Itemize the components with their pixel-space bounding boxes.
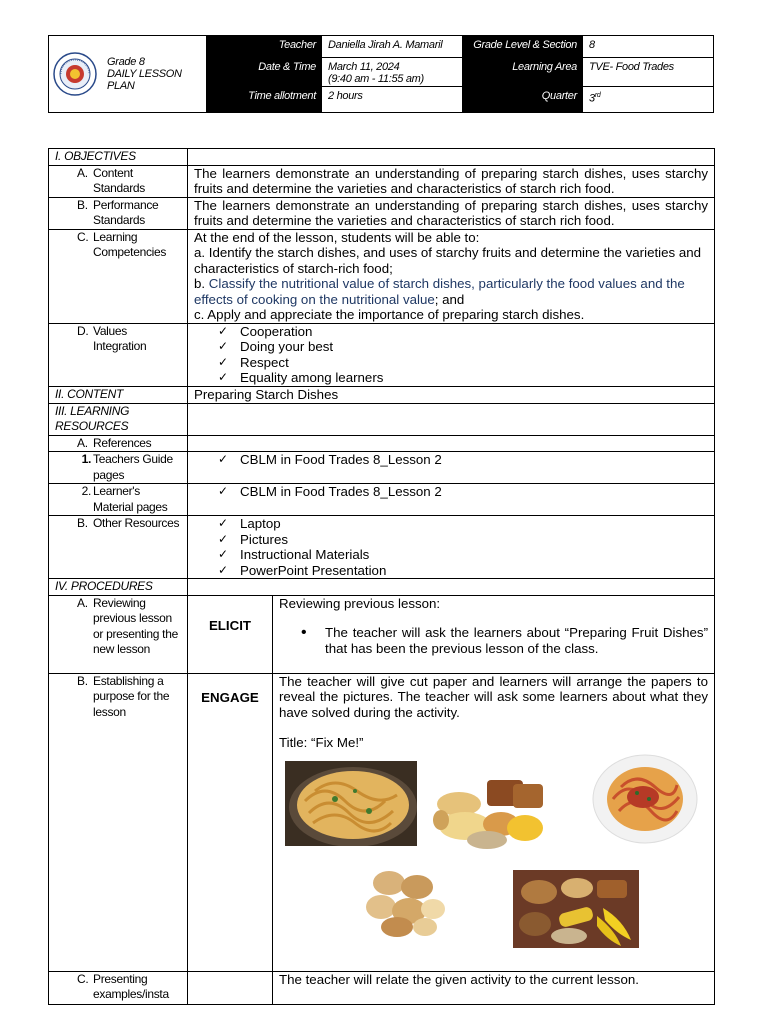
date-value <box>322 58 463 87</box>
title-line-dlp: DAILY LESSON <box>107 68 182 80</box>
value-item: ✓ Respect <box>218 355 708 371</box>
quarter-number: 3 <box>589 92 595 105</box>
area-value: TVE- Food Trades <box>583 58 713 87</box>
item-label: Other Resources <box>93 516 180 530</box>
area-label: Learning Area <box>463 58 583 87</box>
school-title <box>107 56 182 92</box>
values-integration-row <box>49 323 715 386</box>
procedure-a-row <box>49 595 715 673</box>
competency-a: a. Identify the starch dishes, and uses of starchy fruits and determine the varieties and characteristics of starch-rich food; <box>194 245 702 276</box>
quarter-label: Quarter <box>463 87 583 112</box>
value-item: ✓ Equality among learners <box>218 370 708 386</box>
item-label: Content Standards <box>93 165 146 195</box>
resources-heading-text: III. LEARNING RESOURCES <box>55 403 130 433</box>
references-row <box>49 435 715 452</box>
phase-elicit: ELICIT <box>188 595 273 673</box>
resource-item: ✓ Pictures <box>218 532 708 548</box>
competency-b <box>194 276 708 307</box>
content-standards-text: The learners demonstrate an understanding of preparing starch dishes, uses starchy fruits and determine the varieties and characteristics of starch rich food. <box>188 165 715 197</box>
competency-b-suffix: ; and <box>434 291 465 307</box>
date-line: March 11, 2024 <box>328 61 400 73</box>
item-letter: B. <box>77 673 88 688</box>
item-letter: B. <box>77 197 88 212</box>
procedure-a-bullet: • The teacher will ask the learners about “Preparing Fruit Dishes” that has been the previous lesson of the class. <box>301 625 708 656</box>
competency-b-prefix: b. <box>194 276 209 291</box>
procedure-b-label <box>49 673 188 971</box>
content-standards-row <box>49 165 715 197</box>
activity-title: Title: “Fix Me!” <box>279 735 364 750</box>
time-label: Time allotment <box>206 87 322 112</box>
objectives-heading-blank <box>188 149 715 166</box>
item-letter: A. <box>77 435 88 450</box>
content-text: Preparing Starch Dishes <box>188 386 715 403</box>
procedure-c-label <box>49 971 188 1004</box>
competencies-intro: At the end of the lesson, students will be able to: <box>194 229 480 245</box>
item-letter: C. <box>77 971 89 986</box>
learners-material-value <box>188 484 715 516</box>
procedure-a-text <box>273 595 715 673</box>
item-number: 1. <box>81 452 91 466</box>
learning-competencies-label <box>49 229 188 323</box>
item-label: Values Integration <box>93 323 147 353</box>
quarter-suffix: rd <box>594 92 601 99</box>
procedure-c-phase-blank <box>188 971 273 1004</box>
procedures-heading-row <box>49 579 715 596</box>
resources-heading-row <box>49 403 715 435</box>
content-row <box>49 386 715 403</box>
learners-material-row <box>49 484 715 516</box>
teachers-guide-row <box>49 452 715 484</box>
value-item: ✓ Cooperation <box>218 324 708 340</box>
resource-item: ✓ Instructional Materials <box>218 547 708 563</box>
learning-competencies-row <box>49 229 715 323</box>
procedure-a-intro: Reviewing previous lesson: <box>279 595 441 611</box>
grade-label: Grade Level & Section <box>463 36 583 58</box>
reference-item: ✓ CBLM in Food Trades 8_Lesson 2 <box>218 484 708 500</box>
content-heading: II. CONTENT <box>49 386 188 403</box>
item-letter: A. <box>77 165 88 180</box>
objectives-heading-row <box>49 149 715 166</box>
teacher-value: Daniella Jirah A. Mamaril <box>322 36 463 58</box>
content-standards-label <box>49 165 188 197</box>
procedure-b-instructions: The teacher will give cut paper and learners will arrange the papers to reveal the pictures. The teacher will ask some learners about what they have solved during the activity. <box>279 673 708 720</box>
item-label: Performance Standards <box>93 197 159 227</box>
item-label: Teachers Guide pages <box>93 452 173 482</box>
resources-heading <box>49 403 188 435</box>
deped-seal-icon <box>53 52 97 96</box>
learners-material-label <box>49 484 188 516</box>
item-number: 2. <box>81 484 91 498</box>
other-resources-row <box>49 516 715 579</box>
references-blank <box>188 435 715 452</box>
title-line-grade: Grade 8 <box>107 56 145 68</box>
starch-foods-image <box>429 776 547 851</box>
spaghetti-plate-image <box>591 753 699 845</box>
header-info-grid <box>206 36 713 112</box>
header-school-block <box>49 36 206 112</box>
title-line-plan: PLAN <box>107 80 135 92</box>
competency-c: c. Apply and appreciate the importance of preparing starch dishes. <box>194 307 585 322</box>
objectives-heading: I. OBJECTIVES <box>49 149 188 166</box>
learning-competencies-text <box>188 229 715 323</box>
item-letter: C. <box>77 229 89 244</box>
grade-value: 8 <box>583 36 713 58</box>
lesson-plan-table <box>48 148 715 1005</box>
item-label: Presenting examples/insta <box>93 971 169 1001</box>
procedure-c-text: The teacher will relate the given activity to the current lesson. <box>273 971 715 1004</box>
item-letter: A. <box>77 595 88 610</box>
mixed-starch-foods-image <box>513 870 639 948</box>
starch-food-pictures <box>279 761 708 971</box>
values-integration-list <box>188 323 715 386</box>
performance-standards-text: The learners demonstrate an understanding of preparing starch dishes, uses starchy fruits and determine the varieties and characteristics of starch rich food. <box>188 197 715 229</box>
values-integration-label <box>49 323 188 386</box>
references-label <box>49 435 188 452</box>
lesson-header <box>48 35 714 113</box>
teacher-label: Teacher <box>206 36 322 58</box>
procedure-b-row <box>49 673 715 971</box>
procedures-heading: IV. PROCEDURES <box>49 579 188 596</box>
teachers-guide-value <box>188 452 715 484</box>
value-item: ✓ Doing your best <box>218 339 708 355</box>
time-range-line: (9:40 am - 11:55 am) <box>328 73 424 85</box>
pasta-dish-image <box>285 761 417 846</box>
date-label: Date & Time <box>206 58 322 87</box>
item-label: Learning Competencies <box>93 229 167 259</box>
procedure-b-text <box>273 673 715 971</box>
performance-standards-label <box>49 197 188 229</box>
phase-engage: ENGAGE <box>188 673 273 971</box>
performance-standards-row <box>49 197 715 229</box>
other-resources-label <box>49 516 188 579</box>
time-value: 2 hours <box>322 87 463 112</box>
resource-item: ✓ Laptop <box>218 516 708 532</box>
item-letter: B. <box>77 516 88 530</box>
quarter-value <box>583 87 713 112</box>
item-label: Establishing a purpose for the lesson <box>93 673 170 719</box>
reference-item: ✓ CBLM in Food Trades 8_Lesson 2 <box>218 452 708 468</box>
item-label: References <box>93 435 152 450</box>
procedure-c-row <box>49 971 715 1004</box>
procedures-heading-blank <box>188 579 715 596</box>
resource-item: ✓ PowerPoint Presentation <box>218 563 708 579</box>
teachers-guide-label <box>49 452 188 484</box>
procedure-a-label <box>49 595 188 673</box>
competency-b-text: Classify the nutritional value of starch dishes, particularly the food values and the effects of cooking on the nutritional value <box>194 276 685 307</box>
item-letter: D. <box>77 323 89 338</box>
item-label: Learner's Material pages <box>93 484 168 514</box>
other-resources-list <box>188 516 715 579</box>
resources-heading-blank <box>188 403 715 435</box>
potatoes-image <box>359 861 449 941</box>
item-label: Reviewing previous lesson or presenting the new lesson <box>93 595 178 656</box>
